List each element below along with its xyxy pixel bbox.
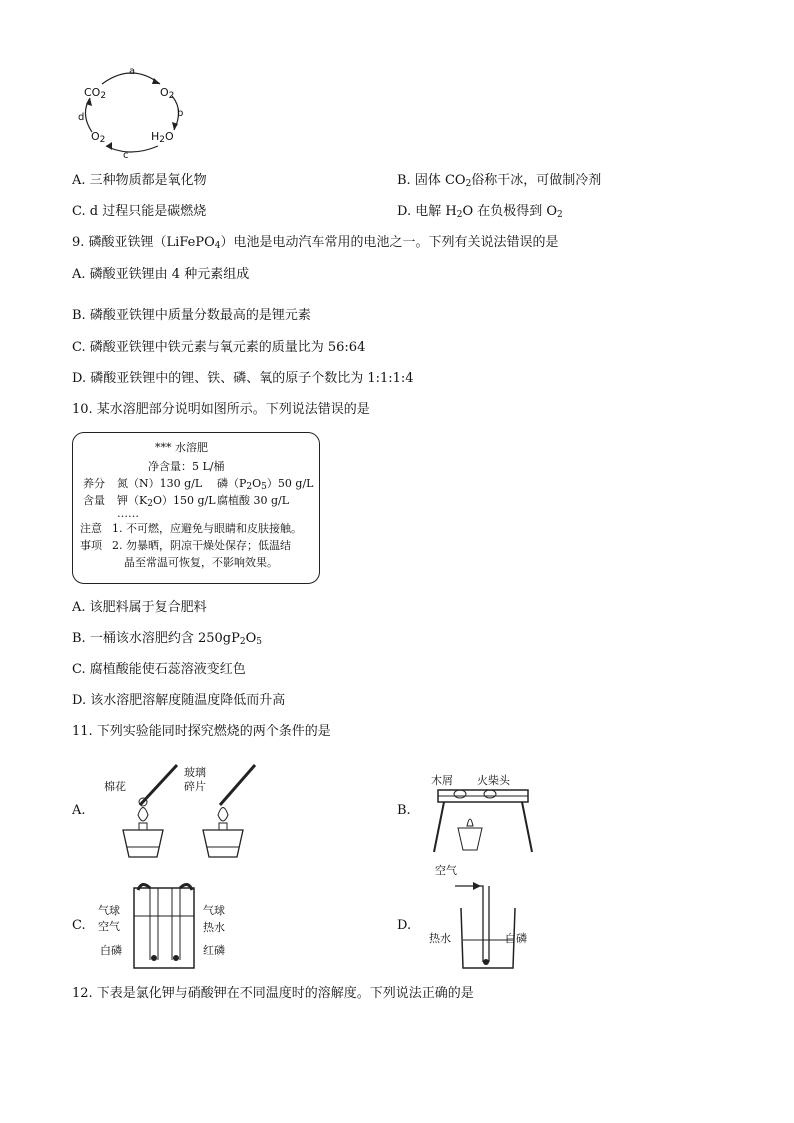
label-ellipsis: …… [117, 507, 139, 520]
fig-c-air: 空气 [98, 920, 120, 933]
label-title: *** 水溶肥 [155, 441, 208, 454]
figure-d-beaker [455, 878, 525, 973]
q11-option-b: B. [397, 803, 411, 818]
label-net-content: 净含量：5 L/桶 [148, 460, 225, 473]
cycle-o2-top: $O_2$ [160, 86, 175, 101]
cycle-label-a: a [129, 66, 136, 77]
q9-option-c: C. 磷酸亚铁锂中铁元素与氧元素的质量比为 56:64 [72, 340, 366, 355]
fig-a-cotton: 棉花 [104, 780, 126, 793]
q9-option-b: B. 磷酸亚铁锂中质量分数最高的是锂元素 [72, 308, 311, 323]
figure-c-beaker [128, 878, 208, 973]
cycle-h2o: $H_2O$ [151, 130, 174, 145]
fig-c-balloon-left: 气球 [98, 904, 120, 917]
cycle-diagram [72, 64, 192, 164]
q12-stem: 12. 下表是氯化钾与硝酸钾在不同温度时的溶解度。下列说法正确的是 [72, 986, 474, 1001]
label-humic-acid: 腐植酸 30 g/L [217, 494, 290, 507]
fig-a-glass-2: 碎片 [184, 780, 206, 793]
fig-a-glass-1: 玻璃 [184, 766, 206, 779]
cycle-label-c: c [123, 150, 129, 161]
fig-c-whitep: 白磷 [100, 944, 122, 957]
q11-option-d: D. [397, 918, 412, 933]
label-note-2: 2. 勿暴晒，阴凉干燥处保存；低温结 [112, 539, 291, 552]
q10-option-c: C. 腐植酸能使石蕊溶液变红色 [72, 662, 246, 677]
fig-d-whitep: 白磷 [505, 932, 527, 945]
q11-option-c: C. [72, 918, 86, 933]
label-potassium: 钾$(K_2O)150$ g/L [117, 494, 216, 509]
fig-c-balloon-right: 气球 [203, 904, 225, 917]
fig-b-matchhead: 火柴头 [477, 774, 510, 787]
q8-option-b: B. 固体 $CO_2$俗称干冰，可做制冷剂 [397, 173, 602, 189]
q11-option-a: A. [72, 803, 86, 818]
fig-c-hotwater: 热水 [203, 921, 225, 934]
q10-option-a: A. 该肥料属于复合肥料 [72, 600, 207, 615]
label-notes-head-2: 事项 [80, 539, 102, 552]
label-note-1: 1. 不可燃，应避免与眼睛和皮肤接触。 [112, 522, 302, 535]
q10-option-d: D. 该水溶肥溶解度随温度降低而升高 [72, 693, 286, 708]
label-phosphorus: 磷$(P_2O_5)50$ g/L [217, 477, 314, 492]
q8-option-a: A. 三种物质都是氧化物 [72, 173, 207, 188]
fig-c-redp: 红磷 [203, 944, 225, 957]
q8-option-d: D. 电解 $H_2O$ 在负极得到 $O_2$ [397, 204, 563, 220]
q8-option-c: C. d 过程只能是碳燃烧 [72, 204, 207, 219]
q9-option-d: D. 磷酸亚铁锂中的锂、铁、磷、氧的原子个数比为 1:1:1:4 [72, 371, 414, 386]
cycle-label-b: b [177, 108, 184, 119]
fig-d-hotwater: 热水 [429, 932, 451, 945]
q11-stem: 11. 下列实验能同时探究燃烧的两个条件的是 [72, 724, 331, 739]
cycle-o2-bottom: $O_2$ [91, 130, 106, 145]
q9-stem: 9. 磷酸亚铁锂（LiFePO$_4$）电池是电动汽车常用的电池之一。下列有关说法错误的是 [72, 235, 559, 251]
cycle-co2: $CO_2$ [84, 86, 107, 101]
label-nutrient-head-2: 含量 [83, 494, 105, 507]
fig-b-sawdust: 木屑 [431, 774, 453, 787]
label-nitrogen: 氮（N）130 g/L [117, 477, 203, 490]
label-note-3: 晶至常温可恢复，不影响效果。 [124, 556, 278, 569]
label-notes-head-1: 注意 [80, 522, 102, 535]
q10-stem: 10. 某水溶肥部分说明如图所示。下列说法错误的是 [72, 402, 370, 417]
q10-option-b: B. 一桶该水溶肥约含 $250gP_2O_5$ [72, 631, 262, 647]
figure-a-burners [105, 755, 255, 865]
fig-d-air: 空气 [435, 864, 457, 877]
cycle-label-d: d [78, 112, 85, 123]
q9-option-a: A. 磷酸亚铁锂由 4 种元素组成 [72, 267, 250, 282]
label-nutrient-head-1: 养分 [83, 477, 105, 490]
